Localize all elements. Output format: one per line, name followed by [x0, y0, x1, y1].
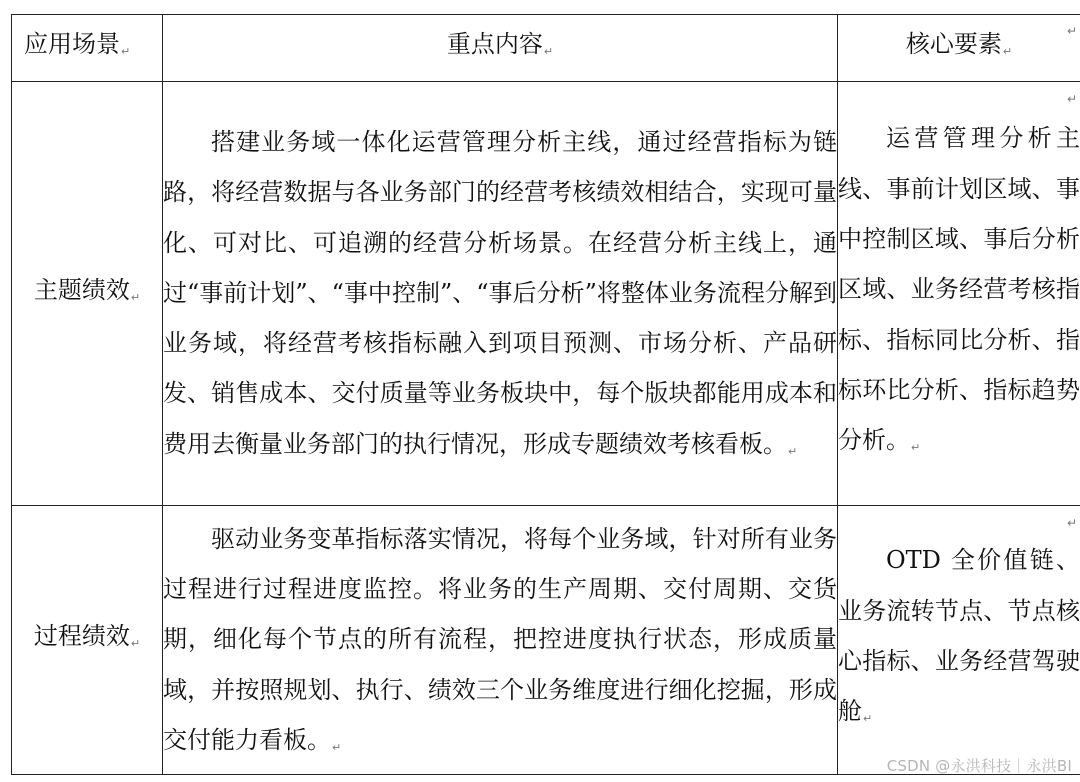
content-cell — [163, 506, 838, 775]
paragraph-mark-icon: ↵ — [911, 441, 921, 455]
content-table — [11, 14, 1080, 775]
core-text: 运营管理分析主线、事前计划区域、事中控制区域、事后分析区域、业务经营考核指标、指标同比分析、指标环比分析、指标趋势分析。 — [838, 124, 1080, 455]
content-text: 搭建业务域一体化运营管理分析主线，通过经营指标为链路，将经营数据与各业务部门的经营考核绩效相结合，实现可量化、可对比、可追溯的经营分析场景。在经营分析主线上，通过“事前计划”、“事中控制”、“事后分析”将整体业务流程分解到业务域，将经营考核指标融入到项目预测、市场分析、产品研发、销售成本、交付质量等业务板块中，每个版块都能用成本和费用去衡量业务部门的执行情况，形成专题绩效考核看板。 — [163, 127, 837, 458]
content-paragraph — [163, 514, 837, 773]
paragraph-mark-icon: ↵ — [332, 740, 342, 754]
header-core-cell — [838, 15, 1080, 82]
paragraph-mark-icon: ↵ — [543, 45, 554, 58]
scene-cell — [12, 506, 163, 775]
row-end-mark-icon: ↵ — [1067, 516, 1078, 530]
paragraph-mark-icon: ↵ — [788, 444, 798, 458]
scene-label: 过程绩效 — [33, 622, 130, 650]
scene-label: 主题绩效 — [33, 275, 130, 304]
core-paragraph — [838, 535, 1080, 744]
content-paragraph — [163, 117, 837, 477]
paragraph-mark-icon: ↵ — [121, 45, 131, 58]
core-paragraph — [838, 113, 1080, 473]
scene-cell — [12, 82, 163, 506]
row-end-mark-icon: ↵ — [1067, 24, 1078, 38]
content-cell — [163, 82, 838, 506]
paragraph-mark-icon: ↵ — [130, 637, 141, 650]
table-header-row — [12, 15, 1080, 82]
header-content-cell — [163, 15, 838, 82]
core-cell — [838, 82, 1080, 506]
header-content-label: 重点内容 — [446, 30, 543, 58]
header-core-label: 核心要素 — [905, 30, 1002, 58]
core-cell — [838, 506, 1080, 775]
table-row — [12, 506, 1080, 775]
core-text: OTD 全价值链、业务流转节点、节点核心指标、业务经营驾驶舱 — [838, 546, 1080, 726]
paragraph-mark-icon: ↵ — [1002, 45, 1013, 58]
watermark: CSDN @永洪科技｜永洪BI — [886, 757, 1072, 775]
table-row — [12, 82, 1080, 506]
paragraph-mark-icon: ↵ — [863, 712, 873, 726]
content-text: 驱动业务变革指标落实情况，将每个业务域，针对所有业务过程进行过程进度监控。将业务的生产周期、交付周期、交货期，细化每个节点的所有流程，把控进度执行状态，形成质量域，并按照规划、执行、绩效三个业务维度进行细化挖掘，形成交付能力看板。 — [163, 524, 837, 754]
paragraph-mark-icon: ↵ — [130, 290, 141, 304]
row-end-mark-icon: ↵ — [1067, 92, 1078, 106]
header-scene-label: 应用场景 — [24, 30, 120, 58]
header-scene-cell — [12, 15, 163, 82]
